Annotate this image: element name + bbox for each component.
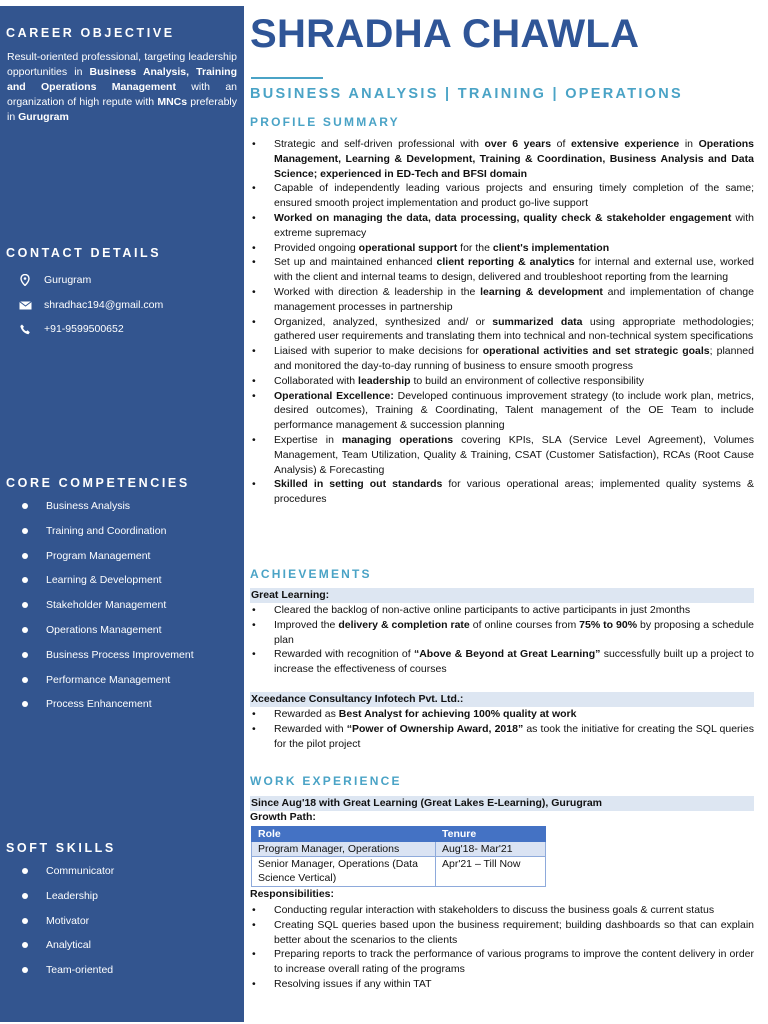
text-run: Organized, analyzed, synthesized and/ or — [274, 315, 493, 328]
career-objective-text — [7, 50, 237, 125]
table-cell-tenure: Aug'18- Mar'21 — [436, 842, 546, 857]
table-row — [252, 842, 546, 857]
bullet-marker: • — [252, 708, 256, 720]
bullet-item — [250, 918, 754, 948]
bullet-marker: • — [252, 918, 256, 931]
sidebar — [0, 6, 244, 1022]
text-run: covering KPIs, SLA (Service Level Agreement), Volumes Management, Team Utilization, Quality & Training, CSAT (Customer Satisfaction), RCAs (Root Cause Analysis) & Forecasting — [274, 433, 754, 476]
bullet-text — [274, 618, 754, 648]
competency-item — [22, 698, 152, 710]
achievements-xceedance-list — [250, 707, 754, 751]
text-run: ; planned and monitored the day-to-day running of business to ensure smooth progress — [274, 345, 754, 372]
email-text[interactable]: shradhac194@gmail.com — [44, 299, 164, 311]
work-experience-heading: WORK EXPERIENCE — [250, 774, 402, 788]
bullet-item — [250, 647, 754, 677]
bullet-item — [250, 903, 754, 918]
bullet-marker: • — [252, 138, 256, 150]
bullet-marker: • — [252, 948, 256, 961]
bullet-marker: • — [252, 211, 256, 224]
competency-item — [22, 525, 166, 537]
bold-text: learning & development — [480, 285, 603, 298]
table-header-tenure: Tenure — [436, 827, 546, 842]
bullet-marker: • — [252, 618, 256, 631]
bullet-text — [274, 211, 754, 241]
bullet-text — [274, 315, 754, 345]
competency-item — [22, 574, 162, 586]
growth-path-label: Growth Path: — [250, 811, 316, 823]
text-run: Capable of independently leading various projects and ensuring timely completion of the same; ensured smooth project implementation and product go-live support — [274, 182, 754, 210]
bullet-marker: • — [252, 977, 256, 990]
text-run: Set up and maintained enhanced — [274, 256, 437, 269]
bullet-dot-icon — [22, 942, 28, 948]
text-run: to build an environment of collective responsibility — [410, 374, 645, 387]
bullet-item — [250, 315, 754, 345]
text-run: in — [679, 138, 699, 150]
soft-skill-item — [22, 890, 98, 902]
bullet-marker: • — [252, 648, 256, 661]
text-run: and implementation of change management processes in partnership — [274, 285, 754, 313]
contact-phone — [18, 323, 124, 335]
text-run: Result-oriented professional, targeting leadership opportunities in — [7, 51, 237, 78]
text-run: Collaborated with — [274, 374, 359, 387]
bullet-item — [250, 603, 754, 618]
bullet-dot-icon — [22, 868, 28, 874]
bold-text: operational activities and set strategic goals — [482, 345, 710, 358]
profile-summary-heading: PROFILE SUMMARY — [250, 115, 400, 129]
bold-text: Worked on managing the data, data processing, quality check & stakeholder engagement — [274, 211, 732, 224]
bullet-item — [250, 947, 754, 977]
bullet-dot-icon — [22, 918, 28, 924]
bullet-dot-icon — [22, 577, 28, 583]
bullet-item — [250, 211, 754, 241]
table-cell-tenure: Apr'21 – Till Now — [436, 857, 546, 887]
bold-text: Best Analyst for achieving 100% quality at work — [338, 708, 577, 720]
bullet-dot-icon — [22, 602, 28, 608]
bullet-item — [250, 137, 754, 181]
competency-label: Operations Management — [46, 624, 162, 636]
soft-skill-label: Team-oriented — [46, 964, 114, 977]
bullet-text — [274, 603, 754, 618]
bullet-text — [274, 374, 754, 389]
text-run: Rewarded with recognition of — [274, 648, 414, 661]
competency-label: Business Process Improvement — [46, 648, 194, 661]
bold-text: client's implementation — [492, 241, 610, 254]
bullet-text — [274, 344, 754, 374]
achievement-org-great-learning: Great Learning: — [250, 588, 754, 603]
bullet-marker: • — [252, 374, 256, 387]
bold-text: 75% to 90% — [579, 618, 638, 631]
bold-text: summarized data — [492, 315, 583, 328]
text-run: Improved the — [274, 618, 339, 631]
competency-item — [22, 674, 170, 686]
text-run: Conducting regular interaction with stakeholders to discuss the business goals & current status — [274, 904, 715, 916]
bullet-dot-icon — [22, 701, 28, 707]
table-header-row — [252, 827, 546, 842]
bullet-dot-icon — [22, 967, 28, 973]
text-run: Liaised with superior to make decisions for — [274, 345, 483, 358]
bold-text: Operations Management, Learning & Development, Training & Coordination, Business Analysis and Data Science; experienced in ED-Tech and BFSI domain — [274, 138, 754, 180]
bold-text: Operational Excellence: — [274, 389, 394, 402]
bullet-item — [250, 618, 754, 648]
bullet-marker: • — [252, 256, 256, 269]
bold-text: delivery & completion rate — [338, 618, 470, 631]
text-run: for internal and external use, worked with the client and internal teams to design, delivered and troubleshoot reporting from the learning — [274, 256, 754, 284]
bullet-dot-icon — [22, 553, 28, 559]
table-row — [252, 857, 546, 887]
responsibilities-list — [250, 903, 754, 992]
bullet-text — [274, 477, 754, 507]
competency-item — [22, 649, 194, 661]
core-competencies-heading: CORE COMPETENCIES — [6, 476, 190, 490]
bullet-item — [250, 285, 754, 315]
bullet-item — [250, 255, 754, 285]
bullet-text — [274, 181, 754, 211]
responsibilities-label: Responsibilities: — [250, 888, 335, 900]
location-pin-icon — [18, 274, 32, 286]
soft-skill-item — [22, 865, 114, 877]
tagline: BUSINESS ANALYSIS | TRAINING | OPERATIONS — [250, 86, 684, 102]
text-run: Creating SQL queries based upon the business requirement; building dashboards so that can explain better about the scenarios to the clients — [274, 918, 754, 946]
bullet-dot-icon — [22, 893, 28, 899]
text-run: Rewarded with — [274, 722, 347, 735]
bullet-marker: • — [252, 241, 256, 254]
bullet-dot-icon — [22, 652, 28, 658]
competency-label: Stakeholder Management — [46, 599, 167, 612]
phone-icon — [18, 323, 32, 335]
candidate-name: SHRADHA CHAWLA — [250, 12, 640, 56]
bullet-text — [274, 433, 754, 477]
text-run: Developed continuous improvement strategy (to include work plan, metrics, desired outcomes), Training & Coordinating, Talent management of the OE Team to include performance management & succession planning — [274, 389, 754, 432]
text-run: of — [551, 138, 571, 150]
competency-item — [22, 624, 162, 636]
bold-text: MNCs — [157, 96, 188, 108]
bullet-text — [274, 903, 754, 918]
text-run: Expertise in — [274, 433, 342, 446]
bullet-item — [250, 374, 754, 389]
contact-location — [18, 274, 91, 286]
competency-item — [22, 599, 166, 611]
text-run: with an organization of high repute with — [7, 81, 238, 108]
bullet-item — [250, 181, 754, 211]
competency-label: Business Analysis — [46, 500, 131, 512]
bold-text: managing operations — [341, 433, 454, 446]
bullet-text — [274, 947, 754, 977]
bullet-marker: • — [252, 345, 256, 358]
bullet-marker: • — [252, 285, 256, 298]
bullet-item — [250, 389, 754, 433]
competency-item — [22, 500, 130, 512]
contact-details-heading: CONTACT DETAILS — [6, 246, 162, 260]
bullet-text — [274, 255, 754, 285]
bullet-marker: • — [252, 722, 256, 735]
bullet-text — [274, 285, 754, 315]
bullet-marker: • — [252, 433, 256, 446]
soft-skill-label: Leadership — [46, 889, 98, 902]
table-cell-role: Program Manager, Operations — [252, 842, 436, 857]
bold-text: Skilled in setting out standards — [274, 478, 443, 491]
bullet-item — [250, 433, 754, 477]
text-run: as took the initiative for creating the SQL queries for the pilot project — [274, 722, 754, 750]
location-text: Gurugram — [44, 274, 92, 286]
bullet-item — [250, 477, 754, 507]
text-run: using appropriate methodologies; gathered user requirements and translating them into technical and non-technical system specifications — [274, 315, 755, 343]
bullet-item — [250, 722, 754, 752]
text-run: Worked with direction & leadership in the — [274, 285, 481, 298]
text-run: successfully built up a project to increase the effectiveness of courses — [274, 648, 754, 676]
competency-label: Training and Coordination — [46, 524, 167, 537]
bold-text: operational support — [358, 241, 458, 254]
text-run: Strategic and self-driven professional with — [274, 138, 485, 150]
bullet-text — [274, 918, 754, 948]
name-underline — [251, 77, 323, 79]
contact-email — [18, 299, 163, 311]
text-run: Resolving issues if any within TAT — [274, 977, 432, 990]
bold-text: “Above & Beyond at Great Learning” — [413, 648, 601, 661]
bullet-dot-icon — [22, 528, 28, 534]
bullet-item — [250, 241, 754, 256]
bullet-marker: • — [252, 315, 256, 328]
bold-text: leadership — [358, 374, 411, 387]
bullet-marker: • — [252, 478, 256, 491]
bullet-text — [274, 722, 754, 752]
bullet-text — [274, 707, 754, 722]
bullet-marker: • — [252, 182, 256, 195]
bullet-marker: • — [252, 389, 256, 402]
profile-summary-list — [250, 137, 754, 507]
text-run: Cleared the backlog of non-active online participants to active participants in just 2months — [274, 604, 691, 616]
bold-text: over 6 years — [484, 138, 552, 150]
bold-text: client reporting & analytics — [436, 256, 575, 269]
soft-skill-label: Communicator — [46, 865, 115, 877]
bold-text: Gurugram — [18, 111, 69, 123]
bullet-dot-icon — [22, 503, 28, 509]
bullet-marker: • — [252, 904, 256, 916]
bullet-dot-icon — [22, 627, 28, 633]
soft-skill-item — [22, 915, 89, 927]
text-run: for various operational areas; implemented quality systems & procedures — [274, 478, 754, 506]
table-header-role: Role — [252, 827, 436, 842]
bullet-marker: • — [252, 604, 256, 616]
envelope-icon — [18, 299, 32, 311]
achievement-org-xceedance: Xceedance Consultancy Infotech Pvt. Ltd.: — [250, 692, 754, 707]
competency-label: Learning & Development — [46, 574, 162, 587]
soft-skills-heading: SOFT SKILLS — [6, 841, 116, 855]
bold-text: extensive experience — [570, 138, 680, 150]
text-run: for the — [457, 241, 493, 254]
soft-skill-label: Analytical — [46, 939, 91, 952]
bullet-text — [274, 647, 754, 677]
soft-skill-label: Motivator — [46, 914, 90, 927]
bullet-text — [274, 977, 754, 992]
text-run: preferably in — [7, 96, 237, 123]
achievements-great-learning-list — [250, 603, 754, 677]
bullet-text — [274, 137, 754, 181]
table-cell-role: Senior Manager, Operations (Data Science Vertical) — [252, 857, 436, 887]
bold-text: Business Analysis, Training and Operations Management — [7, 66, 237, 93]
bullet-item — [250, 344, 754, 374]
competency-label: Process Enhancement — [46, 698, 152, 711]
bold-text: “Power of Ownership Award, 2018” — [346, 722, 524, 735]
growth-path-table — [251, 826, 546, 887]
achievements-heading: ACHIEVEMENTS — [250, 567, 372, 581]
text-run: of online courses from — [469, 618, 580, 631]
text-run: by proposing a schedule plan — [274, 618, 755, 646]
text-run: Provided ongoing — [274, 241, 359, 254]
competency-label: Program Management — [46, 549, 151, 562]
soft-skill-item — [22, 939, 91, 951]
soft-skill-item — [22, 964, 113, 976]
competency-label: Performance Management — [46, 673, 171, 686]
text-run: with extreme supremacy — [274, 211, 754, 239]
text-run: Preparing reports to track the performance of various programs to improve the content delivery in order to increase overall rating of the programs — [274, 948, 754, 976]
bullet-dot-icon — [22, 677, 28, 683]
career-objective-heading: CAREER OBJECTIVE — [6, 26, 175, 40]
bullet-text — [274, 241, 754, 256]
bullet-item — [250, 977, 754, 992]
phone-text[interactable]: +91-9599500652 — [44, 323, 124, 335]
company-band: Since Aug'18 with Great Learning (Great Lakes E-Learning), Gurugram — [250, 796, 754, 811]
bullet-text — [274, 389, 754, 433]
text-run: Rewarded as — [274, 708, 339, 720]
bullet-item — [250, 707, 754, 722]
competency-item — [22, 550, 150, 562]
